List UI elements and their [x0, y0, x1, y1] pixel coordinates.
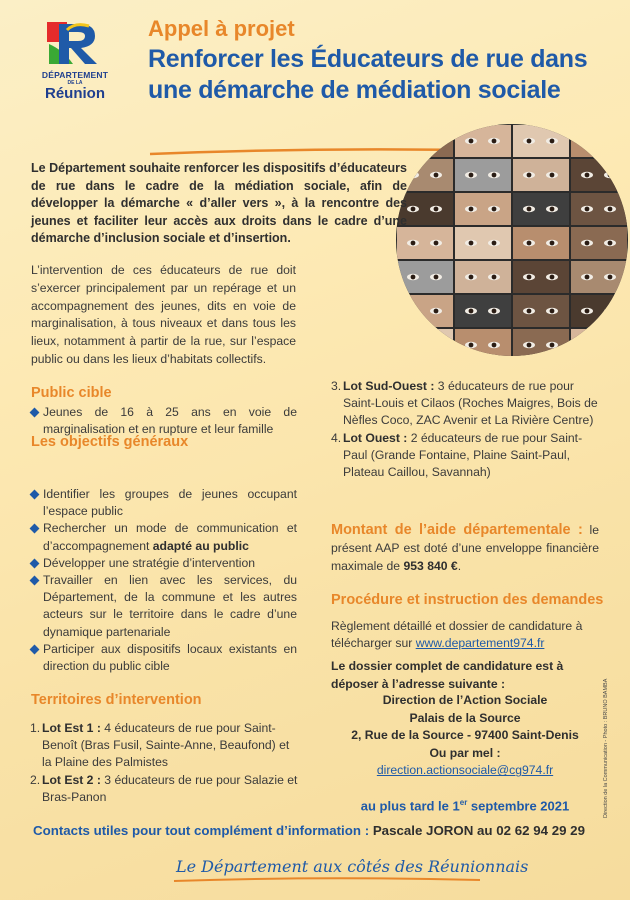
eye-white — [430, 342, 442, 348]
procedure-heading: Procédure et instruction des demandes — [331, 592, 604, 608]
face-tile — [455, 295, 511, 327]
address-line: Palais de la Source — [409, 710, 521, 725]
lot-item — [331, 430, 601, 482]
eye-pupil — [492, 139, 497, 144]
objectives-heading: Les objectifs généraux — [31, 434, 189, 450]
face-tile — [571, 329, 627, 356]
eye-pupil — [469, 241, 474, 246]
eye-pupil — [411, 173, 416, 178]
photo-credit — [597, 678, 623, 820]
face-tile — [455, 125, 511, 157]
face-tile — [571, 159, 627, 191]
public-heading: Public cible — [31, 385, 112, 401]
address-line: Direction de l’Action Sociale — [382, 693, 548, 707]
eye-pupil — [469, 309, 474, 314]
face-tile — [513, 193, 569, 225]
contact-label: Contacts utiles pour tout complément d’information : — [33, 823, 373, 838]
face-tile — [571, 227, 627, 259]
eye-pupil — [608, 173, 613, 178]
territories-list-right — [331, 378, 601, 481]
face-tile — [397, 261, 453, 293]
photo-credit-text: Direction de la Communication - Photo : BRUNO BAMBA — [603, 678, 609, 818]
eye-white — [604, 342, 616, 348]
eye-pupil — [585, 275, 590, 280]
contact-line — [33, 823, 613, 838]
logo-line3: Réunion — [45, 85, 105, 102]
eye-pupil — [550, 173, 555, 178]
eye-pupil — [492, 309, 497, 314]
eye-pupil — [434, 309, 439, 314]
lot-number: 3. — [331, 379, 342, 393]
eye-pupil — [527, 275, 532, 280]
deadline-post: septembre 2021 — [467, 798, 570, 814]
objectives-list — [31, 486, 297, 675]
eye-pupil — [585, 309, 590, 314]
eye-pupil — [585, 139, 590, 144]
reunion-r-logo-icon — [45, 20, 101, 66]
list-item-bold: adapté au public — [152, 538, 249, 553]
face-tile — [513, 295, 569, 327]
eye-pupil — [469, 173, 474, 178]
list-item: Travailler en lien avec les services, du Département, de la commune et les autres acteurs sur le territoire dans le cadre d’une dynamique partenariale — [31, 572, 297, 641]
face-tile — [513, 159, 569, 191]
eye-pupil — [411, 275, 416, 280]
face-tile — [455, 193, 511, 225]
eye-white — [407, 138, 419, 144]
slogan: Le Département aux côtés des Réunionnais — [176, 857, 529, 876]
eye-pupil — [527, 207, 532, 212]
eye-pupil — [527, 241, 532, 246]
face-tile — [455, 329, 511, 356]
eye-pupil — [411, 309, 416, 314]
eye-pupil — [492, 241, 497, 246]
eye-white — [581, 138, 593, 144]
lot-text: 3 éducateurs de rue pour Saint-Louis et Cilaos (Roches Maigres, Bois de Nèfles Coco, ZAC Avenir et La Rivière Centre) — [343, 379, 598, 428]
eye-pupil — [608, 309, 613, 314]
eye-pupil — [434, 139, 439, 144]
territories-heading: Territoires d’intervention — [31, 692, 202, 708]
eye-pupil — [469, 275, 474, 280]
eye-pupil — [608, 207, 613, 212]
eye-white — [407, 308, 419, 314]
eye-white — [407, 342, 419, 348]
deadline — [331, 798, 599, 813]
eye-pupil — [585, 207, 590, 212]
eye-pupil — [492, 343, 497, 348]
deadline-pre: au plus tard le 1 — [360, 798, 460, 814]
funding-paragraph — [331, 522, 599, 575]
eye-pupil — [434, 343, 439, 348]
eye-white — [604, 308, 616, 314]
list-item — [31, 520, 297, 554]
eye-pupil — [492, 207, 497, 212]
procedure-deposit-text: Le dossier complet de candidature est à déposer à l’adresse suivante : — [331, 659, 564, 691]
kicker-title: Appel à projet — [148, 16, 295, 41]
funding-amount: 953 840 € — [403, 558, 458, 573]
intervention-paragraph: L’intervention de ces éducateurs de rue doit s’exercer principalement par un repérage et un accompagnement des jeunes, dits en voie de marginalisation, à tous niveaux et dans tous les lieux, notamment à partir de la rue, sur l’espace public ou dans les lieux d’habitats collectifs. — [31, 263, 296, 366]
address-line: 2, Rue de la Source - 97400 Saint-Denis — [351, 728, 579, 743]
lot-item — [331, 378, 601, 430]
eye-pupil — [550, 241, 555, 246]
contact-value: Pascale JORON au 02 62 94 29 29 — [372, 823, 585, 838]
eye-pupil — [608, 275, 613, 280]
eye-pupil — [434, 207, 439, 212]
face-tile — [513, 227, 569, 259]
eye-pupil — [469, 139, 474, 144]
intro-paragraph: Le Département souhaite renforcer les dispositifs d’éducateurs de rue dans le cadre de la médiation sociale, afin de développer la démarche « d’aller vers », à la rencontre des jeunes et faciliter leur accès aux droits dans le cadre d’une démarche d’inclusion sociale et d’insertion. — [31, 161, 407, 245]
eye-pupil — [469, 343, 474, 348]
eye-pupil — [550, 309, 555, 314]
eye-pupil — [492, 275, 497, 280]
eye-pupil — [608, 343, 613, 348]
eye-pupil — [527, 309, 532, 314]
lot-name: Lot Est 1 : — [42, 721, 101, 735]
lot-item — [30, 772, 300, 806]
eye-pupil — [527, 139, 532, 144]
logo-line2: DE LA — [67, 80, 83, 86]
funding-text: le présent AAP est doté d’une enveloppe financière maximale de — [331, 523, 599, 573]
eye-pupil — [411, 343, 416, 348]
list-item: Développer une stratégie d’intervention — [31, 555, 297, 572]
lot-number: 2. — [30, 772, 41, 787]
face-tile — [397, 295, 453, 327]
lot-name: Lot Est 2 : — [42, 772, 101, 787]
lot-name: Lot Sud-Ouest : — [343, 379, 435, 393]
eye-pupil — [527, 173, 532, 178]
eye-pupil — [411, 139, 416, 144]
address-line: Ou par mel : — [429, 745, 501, 760]
eye-pupil — [585, 343, 590, 348]
procedure-text1: Règlement détaillé et dossier de candidature à télécharger sur — [331, 619, 583, 651]
lot-number: 1. — [30, 721, 41, 735]
eye-pupil — [469, 207, 474, 212]
eye-white — [430, 138, 442, 144]
territories-list-left — [30, 720, 300, 806]
list-item: Identifier les groupes de jeunes occupant l’espace public — [31, 486, 297, 520]
eye-pupil — [550, 275, 555, 280]
face-tile — [571, 261, 627, 293]
main-title — [148, 44, 618, 106]
face-tile — [455, 159, 511, 191]
lot-number: 4. — [331, 430, 342, 445]
eye-pupil — [411, 241, 416, 246]
lot-name: Lot Ouest : — [343, 430, 408, 445]
funding-heading: Montant de l’aide départementale : — [331, 522, 583, 538]
eye-pupil — [434, 173, 439, 178]
eye-pupil — [434, 241, 439, 246]
logo-line1: DÉPARTEMENT — [41, 70, 109, 80]
department-logo — [33, 20, 117, 102]
eye-white — [604, 138, 616, 144]
face-tile — [397, 329, 453, 356]
lot-item — [30, 720, 300, 772]
eye-pupil — [585, 173, 590, 178]
eye-pupil — [411, 207, 416, 212]
face-tile — [571, 125, 627, 157]
eye-pupil — [608, 139, 613, 144]
eye-pupil — [492, 173, 497, 178]
face-tile — [571, 295, 627, 327]
eye-pupil — [608, 241, 613, 246]
face-tile — [455, 227, 511, 259]
lot-text: 2 éducateurs de rue pour Saint-Paul (Grande Fontaine, Plaine Saint-Paul, Plateau Caillou, Savannah) — [343, 430, 583, 480]
face-tile — [513, 125, 569, 157]
title-line-1: Renforcer les Éducateurs de rue dans — [148, 45, 588, 73]
eye-pupil — [550, 343, 555, 348]
eye-pupil — [585, 241, 590, 246]
eye-pupil — [550, 139, 555, 144]
slogan-underline — [172, 876, 482, 884]
eye-white — [581, 342, 593, 348]
eye-pupil — [434, 275, 439, 280]
eye-pupil — [527, 343, 532, 348]
eye-pupil — [550, 207, 555, 212]
address-block — [331, 692, 599, 780]
email-link[interactable]: direction.actionsociale@cg974.fr — [376, 763, 554, 778]
deadline-sup: er — [459, 798, 468, 807]
website-link[interactable]: www.departement974.fr — [415, 636, 545, 651]
face-tile — [455, 261, 511, 293]
title-line-2: une démarche de médiation sociale — [148, 76, 561, 104]
list-item: Jeunes de 16 à 25 ans en voie de marginalisation et en rupture et leur famille — [31, 404, 297, 438]
lot-text: 4 éducateurs de rue pour Saint-Benoît (Bras Fusil, Sainte-Anne, Beaufond) et la Plaine des Palmistes — [42, 721, 290, 770]
lot-text: 3 éducateurs de rue pour Salazie et Bras-Panon — [42, 772, 298, 804]
faces-collage-photo — [396, 124, 628, 356]
face-tile — [513, 329, 569, 356]
procedure-text — [331, 618, 599, 652]
list-item: Participer aux dispositifs locaux existants en direction du public cible — [31, 641, 297, 675]
face-tile — [571, 193, 627, 225]
list-item-text: Rechercher un mode de communication et d’accompagnement — [43, 521, 297, 553]
face-tile — [513, 261, 569, 293]
funding-end: . — [457, 558, 462, 573]
